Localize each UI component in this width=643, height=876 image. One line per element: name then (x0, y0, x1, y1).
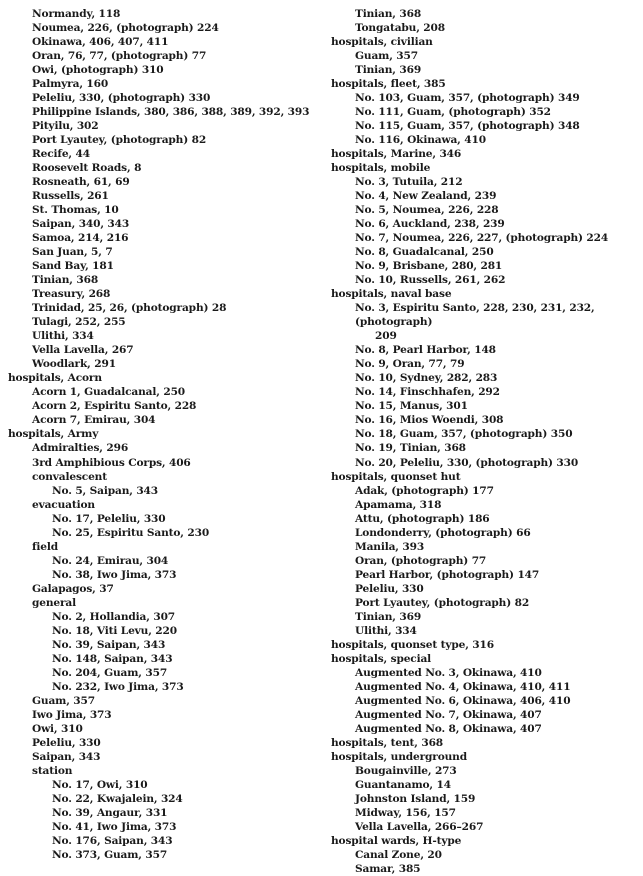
index-entry: Guantanamo, 14 (355, 778, 451, 791)
index-entry: Vella Lavella, 267 (32, 344, 134, 357)
index-entry: Tinian, 368 (355, 8, 422, 20)
index-entry: Canal Zone, 20 (355, 848, 442, 861)
index-entry: No. 116, Okinawa, 410 (355, 134, 486, 147)
index-entry: No. 373, Guam, 357 (52, 848, 168, 861)
index-column-left (8, 7, 326, 862)
index-entry: San Juan, 5, 7 (32, 246, 113, 259)
index-heading: hospitals, special (331, 652, 432, 665)
index-entry: No. 111, Guam, (photograph) 352 (355, 106, 551, 119)
index-entry: Woodlark, 291 (32, 358, 116, 371)
index-entry: No. 8, Pearl Harbor, 148 (355, 344, 496, 357)
index-entry: No. 18, Guam, 357, (photograph) 350 (355, 428, 573, 441)
index-entry: Attu, (photograph) 186 (355, 512, 490, 525)
index-heading: hospitals, underground (331, 750, 467, 763)
index-entry (331, 301, 639, 343)
index-entry: Noumea, 226, (photograph) 224 (32, 22, 219, 35)
index-entry: Pearl Harbor, (photograph) 147 (355, 568, 540, 581)
index-entry: No. 2, Hollandia, 307 (52, 610, 176, 623)
index-entry: Port Lyautey, (photograph) 82 (32, 134, 207, 147)
index-heading: hospitals, fleet, 385 (331, 78, 446, 91)
index-entry: Augmented No. 4, Okinawa, 410, 411 (355, 680, 571, 693)
index-entry: Oran, (photograph) 77 (355, 554, 487, 567)
index-entry: Peleliu, 330 (32, 736, 101, 749)
index-entry: No. 204, Guam, 357 (52, 666, 168, 679)
index-entry: Augmented No. 7, Okinawa, 407 (355, 708, 542, 721)
index-entry: Tinian, 369 (355, 64, 422, 77)
index-heading: hospitals, Acorn (8, 372, 102, 385)
index-entry: evacuation (32, 498, 95, 511)
index-entry: field (32, 540, 59, 553)
index-entry: No. 176, Saipan, 343 (52, 834, 173, 847)
index-entry: Russells, 261 (32, 190, 109, 203)
index-entry: No. 103, Guam, 357, (photograph) 349 (355, 92, 580, 105)
index-entry: No. 10, Russells, 261, 262 (355, 274, 506, 287)
index-entry: No. 4, New Zealand, 239 (355, 190, 497, 203)
index-entry: St. Thomas, 10 (32, 204, 119, 217)
index-entry: Peleliu, 330, (photograph) 330 (32, 92, 211, 105)
index-entry: Guam, 357 (32, 694, 95, 707)
index-entry: No. 3, Tutuila, 212 (355, 176, 463, 189)
index-entry: No. 7, Noumea, 226, 227, (photograph) 224 (355, 232, 609, 245)
index-entry: No. 10, Sydney, 282, 283 (355, 372, 498, 385)
index-entry-text: No. 3, Espiritu Santo, 228, 230, 231, 232, (photograph) (355, 302, 595, 329)
index-entry: No. 20, Peleliu, 330, (photograph) 330 (355, 456, 579, 469)
index-entry: Oran, 76, 77, (photograph) 77 (32, 50, 207, 63)
index-heading: hospitals, tent, 368 (331, 736, 444, 749)
index-entry: Admiralties, 296 (32, 442, 129, 455)
index-entry: Recife, 44 (32, 148, 90, 161)
index-heading: hospitals, naval base (331, 288, 452, 301)
index-entry: Philippine Islands, 380, 386, 388, 389, 392, 393 (32, 106, 310, 119)
index-entry: No. 25, Espiritu Santo, 230 (52, 526, 210, 539)
index-entry: Apamama, 318 (355, 498, 442, 511)
index-entry: Port Lyautey, (photograph) 82 (355, 596, 530, 609)
index-entry: Rosneath, 61, 69 (32, 176, 130, 189)
index-entry: No. 5, Noumea, 226, 228 (355, 204, 499, 217)
index-entry: Tinian, 369 (355, 610, 422, 623)
index-entry: Treasury, 268 (32, 288, 111, 301)
index-entry: Saipan, 340, 343 (32, 218, 130, 231)
index-entry: Guam, 357 (355, 50, 418, 63)
index-entry: Augmented No. 8, Okinawa, 407 (355, 722, 542, 735)
index-entry: Pityilu, 302 (32, 120, 99, 133)
index-entry: Tinian, 368 (32, 274, 99, 287)
index-entry: Ulithi, 334 (32, 330, 94, 343)
index-heading: hospitals, civilian (331, 36, 433, 49)
index-entry: Ulithi, 334 (355, 624, 417, 637)
index-entry: No. 38, Iwo Jima, 373 (52, 568, 177, 581)
index-entry: No. 148, Saipan, 343 (52, 652, 173, 665)
index-entry: No. 41, Iwo Jima, 373 (52, 820, 177, 833)
index-entry: Okinawa, 406, 407, 411 (32, 36, 169, 49)
index-entry: Samoa, 214, 216 (32, 232, 129, 245)
index-entry: Vella Lavella, 266–267 (355, 820, 484, 833)
index-entry: Manila, 393 (355, 540, 425, 553)
index-entry: Sand Bay, 181 (32, 260, 114, 273)
index-entry: Samar, 385 (355, 862, 421, 875)
index-entry: Acorn 1, Guadalcanal, 250 (32, 386, 186, 399)
index-entry: Peleliu, 330 (355, 582, 424, 595)
index-column-right (331, 7, 639, 876)
index-entry: No. 9, Oran, 77, 79 (355, 358, 465, 371)
index-entry: Trinidad, 25, 26, (photograph) 28 (32, 302, 227, 315)
index-entry: No. 22, Kwajalein, 324 (52, 792, 183, 805)
index-entry: No. 115, Guam, 357, (photograph) 348 (355, 120, 580, 133)
index-entry: Roosevelt Roads, 8 (32, 162, 142, 175)
index-entry: No. 19, Tinian, 368 (355, 442, 466, 455)
index-heading: hospitals, quonset hut (331, 470, 461, 483)
index-entry: Normandy, 118 (32, 8, 121, 20)
index-entry: convalescent (32, 470, 107, 483)
index-entry: Augmented No. 6, Okinawa, 406, 410 (355, 694, 571, 707)
index-entry: No. 14, Finschhafen, 292 (355, 386, 500, 399)
index-entry: Owi, 310 (32, 722, 83, 735)
index-entry: Saipan, 343 (32, 750, 101, 763)
index-entry: No. 6, Auckland, 238, 239 (355, 218, 505, 231)
index-heading: hospitals, mobile (331, 162, 431, 175)
index-entry: No. 5, Saipan, 343 (52, 484, 158, 497)
index-entry: Adak, (photograph) 177 (355, 484, 494, 497)
index-entry: No. 15, Manus, 301 (355, 400, 468, 413)
index-entry: No. 8, Guadalcanal, 250 (355, 246, 494, 259)
index-entry: station (32, 764, 73, 777)
index-entry: 3rd Amphibious Corps, 406 (32, 456, 191, 469)
index-entry: Johnston Island, 159 (355, 792, 476, 805)
index-entry: No. 39, Angaur, 331 (52, 806, 168, 819)
index-entry: No. 39, Saipan, 343 (52, 638, 166, 651)
index-entry: No. 232, Iwo Jima, 373 (52, 680, 184, 693)
index-entry: No. 9, Brisbane, 280, 281 (355, 260, 503, 273)
index-heading: hospitals, Army (8, 428, 99, 441)
index-entry: Acorn 2, Espiritu Santo, 228 (32, 400, 197, 413)
index-entry: Palmyra, 160 (32, 78, 109, 91)
index-entry: No. 24, Emirau, 304 (52, 554, 169, 567)
index-entry: No. 18, Viti Levu, 220 (52, 624, 177, 637)
index-entry: No. 16, Mios Woendi, 308 (355, 414, 504, 427)
index-entry: Augmented No. 3, Okinawa, 410 (355, 666, 542, 679)
index-heading: hospital wards, H-type (331, 834, 462, 847)
index-entry: Bougainville, 273 (355, 764, 457, 777)
index-entry: Galapagos, 37 (32, 582, 114, 595)
index-entry: Acorn 7, Emirau, 304 (32, 414, 156, 427)
index-entry: No. 17, Owi, 310 (52, 778, 148, 791)
index-heading: hospitals, quonset type, 316 (331, 638, 494, 651)
index-entry: general (32, 596, 77, 609)
index-entry: No. 17, Peleliu, 330 (52, 512, 166, 525)
index-entry: Tulagi, 252, 255 (32, 316, 126, 329)
index-entry: Iwo Jima, 373 (32, 708, 112, 721)
index-entry: Tongatabu, 208 (355, 22, 445, 35)
index-entry: Midway, 156, 157 (355, 806, 456, 819)
index-entry: Londonderry, (photograph) 66 (355, 526, 531, 539)
index-entry: Owi, (photograph) 310 (32, 64, 164, 77)
index-heading: hospitals, Marine, 346 (331, 148, 462, 161)
index-entry-continuation: 209 (375, 330, 397, 343)
